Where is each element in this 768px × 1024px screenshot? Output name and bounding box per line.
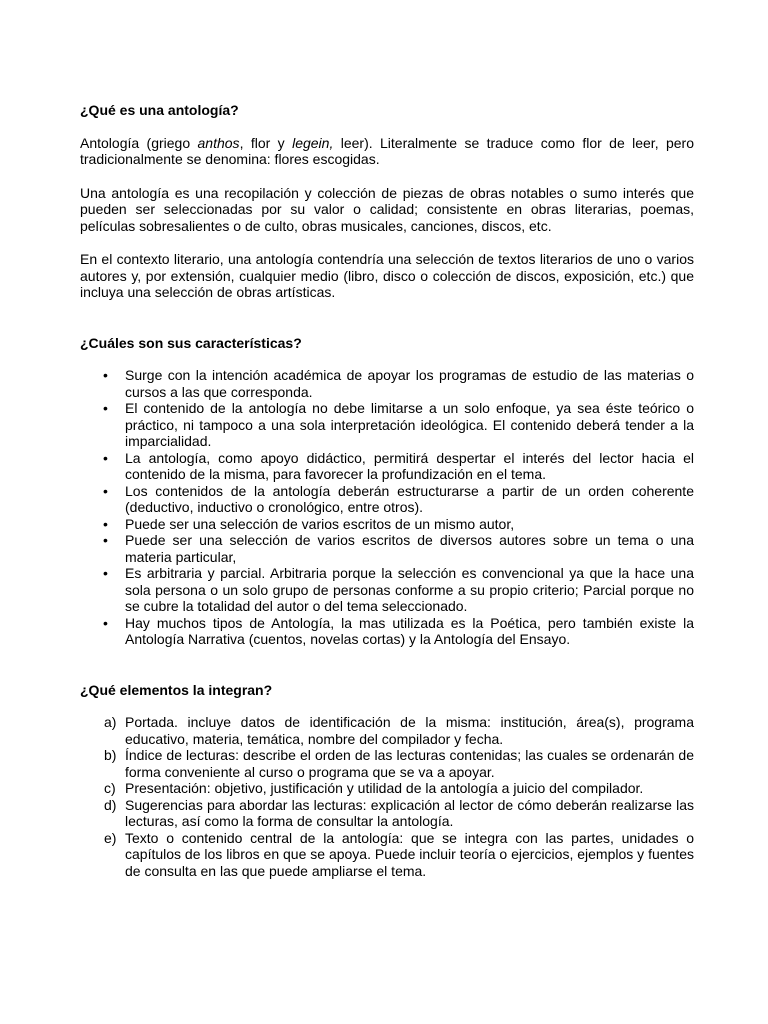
bullet-icon: • — [103, 515, 108, 532]
bullet-icon: • — [103, 482, 108, 499]
list-item — [80, 400, 694, 450]
list-item-text: Es arbitraria y parcial. Arbitraria porque la selección es convencional ya que la hace una sola persona o un solo grupo de personas conforme a su propio criterio; Parcial porque no se cubre la totalidad del autor o del tema seleccionado. — [125, 565, 694, 614]
bullet-icon: • — [103, 367, 108, 383]
list-item — [80, 483, 694, 516]
bullet-icon: • — [103, 565, 108, 581]
list-marker: a) — [104, 714, 117, 730]
etymology-anthos: anthos — [197, 134, 240, 151]
bullet-icon: • — [103, 614, 108, 631]
etymology-text-3: leer). Literalmente se traduce como flor de leer, pero tradicionalmente se denomina: flores escogidas. — [80, 134, 694, 167]
paragraph-etymology — [80, 135, 694, 168]
list-item — [80, 450, 694, 483]
list-item-text: Puede ser una selección de varios escritos de diversos autores sobre un tema o una materia particular, — [125, 532, 694, 565]
list-item — [80, 565, 694, 615]
list-item — [80, 532, 694, 565]
etymology-legein: legein, — [292, 134, 334, 151]
list-item-text: Índice de lecturas: describe el orden de las lecturas contenidas; las cuales se ordenarán de forma conveniente al curso o programa que se va a apoyar. — [125, 747, 694, 780]
list-item — [80, 516, 694, 533]
elements-list — [80, 714, 694, 879]
bullet-icon: • — [103, 532, 108, 548]
list-item-text: Surge con la intención académica de apoyar los programas de estudio de las materias o cursos a las que corresponda. — [125, 367, 694, 400]
list-item-text: Presentación: objetivo, justificación y utilidad de la antología a juicio del compilador. — [125, 780, 644, 796]
list-item-text: Sugerencias para abordar las lecturas: explicación al lector de cómo deberán realizarse las lecturas, así como la forma de consultar la antología. — [125, 796, 694, 829]
list-item — [80, 615, 694, 648]
list-marker: b) — [104, 747, 117, 763]
list-marker: c) — [104, 780, 116, 796]
list-item — [80, 797, 694, 830]
etymology-text-2: , flor y — [239, 134, 293, 151]
list-marker: e) — [104, 829, 117, 846]
etymology-text-1: Antología (griego — [80, 134, 198, 151]
list-item — [80, 747, 694, 780]
list-item-text: Texto o contenido central de la antología: que se integra con las partes, unidades o capítulos de los libros en que se apoya. Puede incluir teoría o ejercicios, ejemplos y fuentes de consulta en las que puede ampliarse el tema. — [125, 829, 694, 879]
bullet-icon: • — [103, 400, 108, 416]
list-item-text: La antología, como apoyo didáctico, permitirá despertar el interés del lector hacia el contenido de la misma, para favorecer la profundización en el tema. — [125, 449, 694, 482]
list-marker: d) — [104, 796, 117, 813]
characteristics-list — [80, 367, 694, 648]
list-item — [80, 780, 694, 797]
bullet-icon: • — [103, 449, 108, 466]
heading-what-is: ¿Qué es una antología? — [80, 102, 239, 118]
list-item-text: Los contenidos de la antología deberán estructurarse a partir de un orden coherente (deductivo, inductivo o cronológico, entre otros). — [125, 482, 694, 515]
list-item — [80, 830, 694, 880]
list-item-text: Puede ser una selección de varios escritos de un mismo autor, — [125, 515, 515, 532]
list-item-text: Portada. incluye datos de identificación de la misma: institución, área(s), programa educativo, materia, temática, nombre del compilador y fecha. — [125, 714, 694, 747]
heading-characteristics: ¿Cuáles son sus características? — [80, 334, 302, 351]
heading-elements: ¿Qué elementos la integran? — [80, 681, 273, 698]
list-item — [80, 367, 694, 400]
list-item-text: Hay muchos tipos de Antología, la mas utilizada es la Poética, pero también existe la Antología Narrativa (cuentos, novelas cortas) y la Antología del Ensayo. — [125, 614, 694, 647]
list-item-text: El contenido de la antología no debe limitarse a un solo enfoque, ya sea éste teórico o práctico, ni tampoco a una sola interpretación ideológica. El contenido deberá tender a la imparcialidad. — [125, 400, 694, 449]
paragraph-definition: Una antología es una recopilación y colección de piezas de obras notables o sumo interés que pueden ser seleccionadas por su valor o calidad; consistente en obras literarias, poemas, películas sobresalientes o de culto, obras musicales, canciones, discos, etc. — [80, 184, 694, 234]
document-page — [80, 102, 694, 879]
list-item — [80, 714, 694, 747]
paragraph-literary-context: En el contexto literario, una antología contendría una selección de textos literarios de uno o varios autores y, por extensión, cualquier medio (libro, disco o colección de discos, exposición, etc.) que incluya una selección de obras artísticas. — [80, 251, 694, 300]
